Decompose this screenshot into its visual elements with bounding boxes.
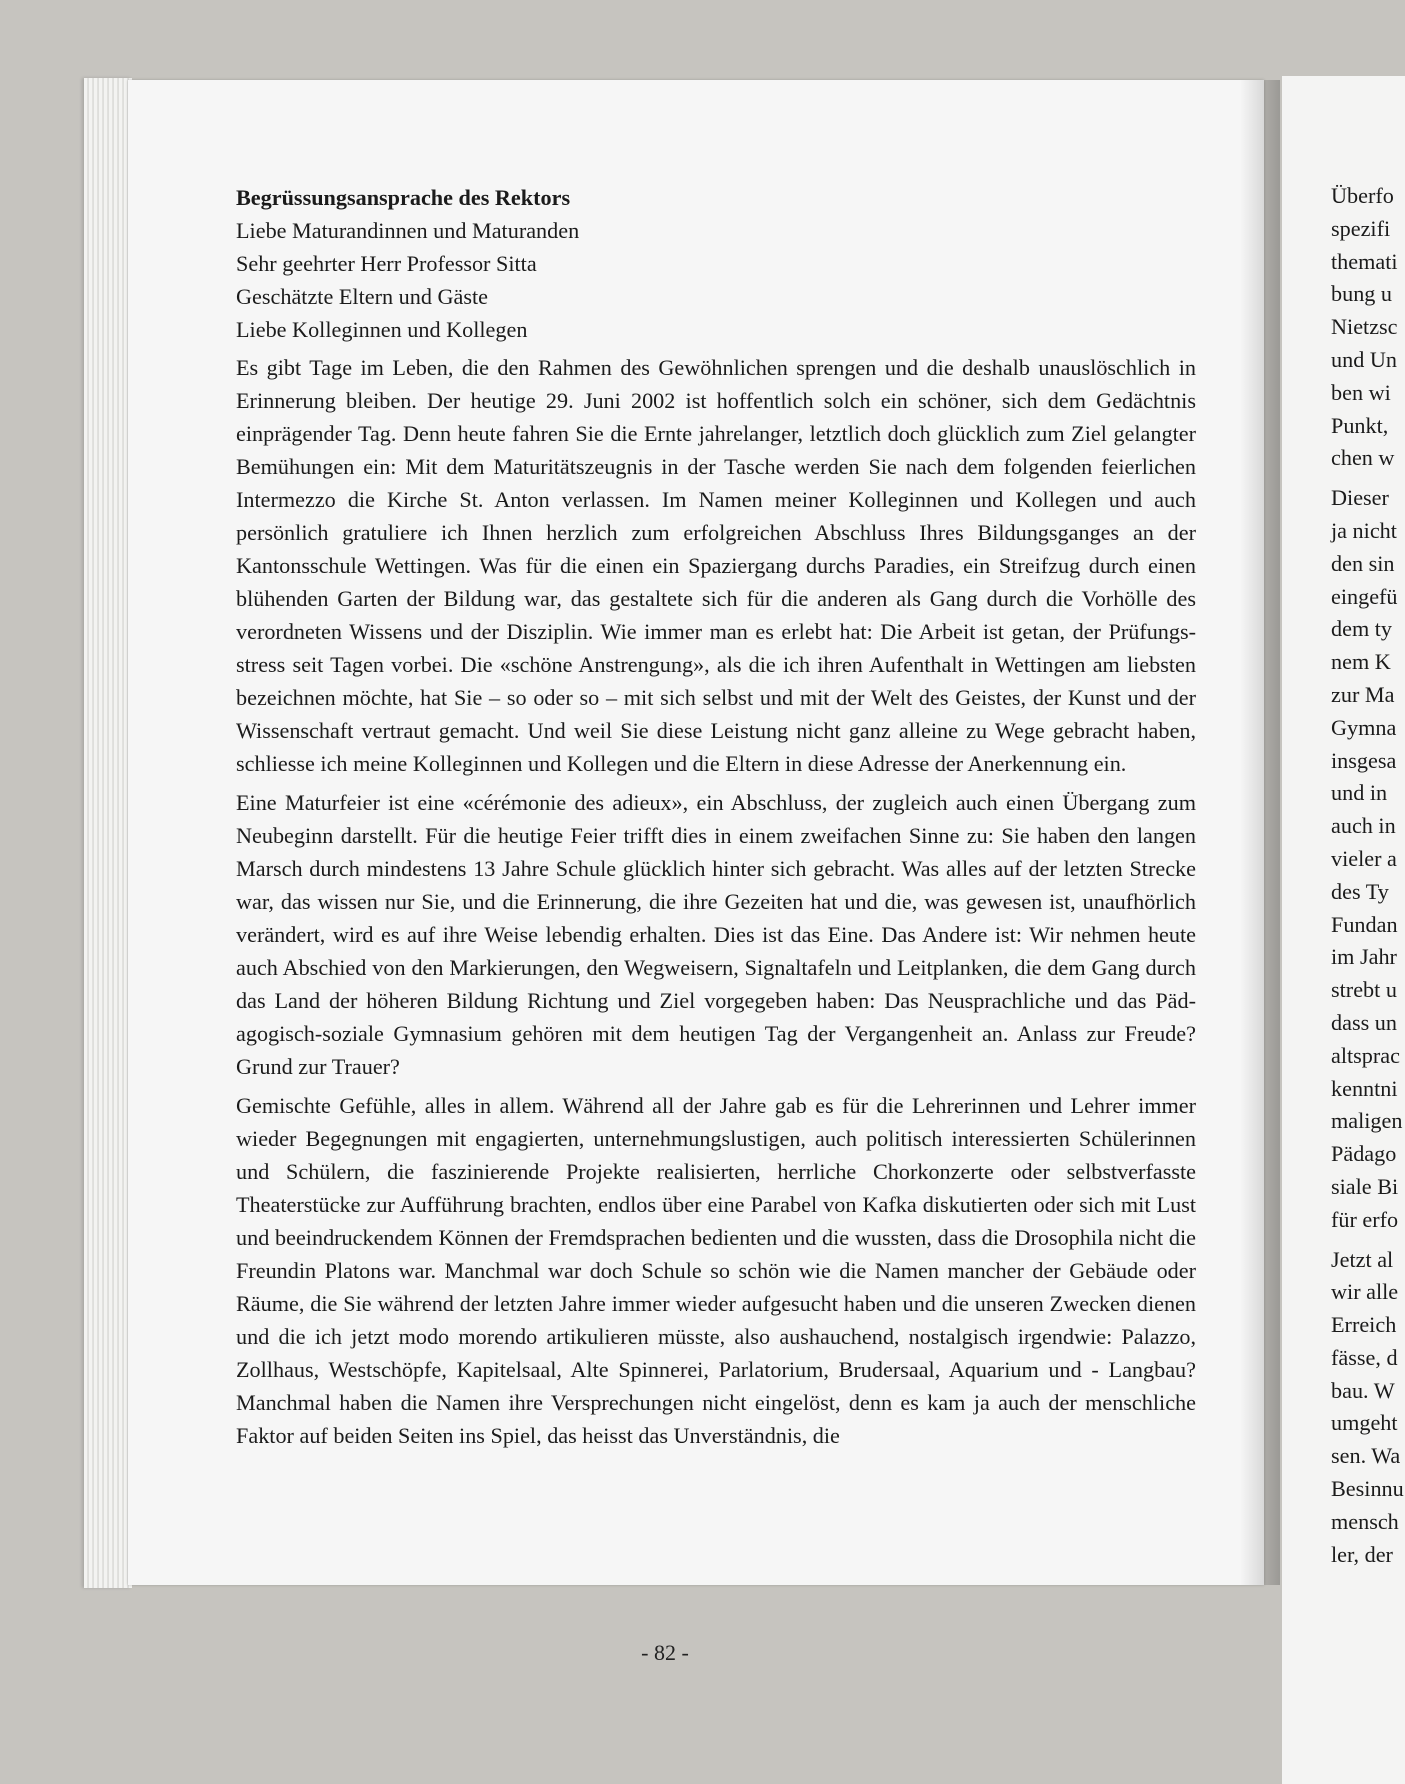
right-page-line: Punkt, — [1331, 412, 1389, 438]
right-page-line: maligen — [1331, 1108, 1403, 1134]
right-page-text — [1331, 180, 1405, 1571]
right-page-line: sen. Wa — [1331, 1443, 1401, 1469]
right-page-line: Nietzsc — [1331, 314, 1398, 340]
right-page-line: des Ty — [1331, 878, 1389, 904]
page-heading: Begrüssungsansprache des Rektors — [236, 185, 571, 210]
right-page-line: bau. W — [1331, 1377, 1395, 1403]
right-page-line: Pädago — [1331, 1141, 1397, 1167]
right-page-line: umgeht — [1331, 1410, 1398, 1436]
right-page-line: zur Ma — [1331, 681, 1395, 707]
right-page-line: strebt u — [1331, 977, 1397, 1003]
page-number: - 82 - — [641, 1640, 689, 1665]
right-page-line: altsprac — [1331, 1042, 1400, 1068]
right-page-line: vieler a — [1331, 845, 1397, 871]
salutation-list — [236, 214, 1196, 346]
right-page-line: bung u — [1331, 281, 1393, 307]
right-page-line: insgesa — [1331, 747, 1397, 773]
right-page-line: ben wi — [1331, 379, 1391, 405]
salutation-line: Liebe Maturandinnen und Maturanden — [236, 218, 580, 243]
right-page-line: siale Bi — [1331, 1173, 1399, 1199]
right-page-line: eingefü — [1331, 583, 1398, 609]
body-paragraph: Eine Maturfeier ist eine «cérémonie des adieux», ein Abschluss, der zugleich auch einen Übergang zum Neubeginn darstellt. Für die heutige Feier trifft dies in einem zweifachen Sinne zu: Sie haben den langen Marsch durch mindestens 13 Jahre Schule glücklich hinter sich gebracht. Was alles auf der letzten Strecke war, das wissen nur Sie, und die Erinnerung, die ihre Gezeiten hat und die, was gewesen ist, unaufhörlich verändert, wird es auf ihre Weise lebendig erhalten. Dies ist das Eine. Das Andere ist: Wir nehmen heute auch Abschied von den Markierungen, den Wegweisern, Signaltafeln und Leitplanken, die dem Gang durch das Land der höheren Bildung Richtung und Ziel vorgegeben haben: Das Neusprachliche und das Pädagogisch-soziale Gymnasium gehören mit dem heutigen Tag der Vergangenheit an. Anlass zur Freude? Grund zur Trauer? — [236, 790, 1196, 1079]
right-page-line: ler, der — [1331, 1541, 1393, 1567]
right-page-line: wir alle — [1331, 1279, 1399, 1305]
right-page-line: themati — [1331, 248, 1398, 274]
right-page-line: nem K — [1331, 649, 1391, 675]
right-page-line: chen w — [1331, 445, 1395, 471]
salutation-line: Liebe Kolleginnen und Kollegen — [236, 317, 528, 342]
salutation-line: Sehr geehrter Herr Professor Sitta — [236, 251, 537, 276]
speech-text — [236, 181, 1196, 1452]
right-page-line: und in — [1331, 780, 1388, 806]
right-page-line: mensch — [1331, 1508, 1399, 1534]
right-page-line: auch in — [1331, 813, 1396, 839]
right-page-line: Besinnu — [1331, 1476, 1404, 1502]
right-page-line: kenntni — [1331, 1075, 1398, 1101]
right-page-line: im Jahr — [1331, 944, 1397, 970]
right-page-line: Erreich — [1331, 1312, 1397, 1338]
right-page-line: Dieser — [1331, 485, 1389, 511]
salutation-line: Geschätzte Eltern und Gäste — [236, 284, 488, 309]
body-paragraph: Es gibt Tage im Leben, die den Rahmen des Gewöhnlichen sprengen und die deshalb unauslöschlich in Erinnerung bleiben. Der heutige 29. Juni 2002 ist hoffentlich solch ein schöner, sich dem Gedächtnis einprägender Tag. Denn heute fahren Sie die Ernte jahrelanger, letztlich doch glücklich zum Ziel gelangter Bemühungen ein: Mit dem Maturitätszeugnis in der Tasche werden Sie nach dem folgenden feierlichen Intermezzo die Kirche St. Anton verlassen. Im Namen meiner Kolleginnen und Kollegen und auch persönlich gratuliere ich Ihnen herzlich zum erfolgreichen Abschluss Ihres Bildungsganges an der Kantonsschule Wettingen. Was für die einen ein Spaziergang durchs Paradies, ein Streifzug durch einen blühenden Garten der Bildung war, das gestaltete sich für die anderen als Gang durch die Vorhölle des verordneten Wissens und der Disziplin. Wie immer man es erlebt hat: Die Arbeit ist getan, der Prüfungsstress seit Tagen vorbei. Die «schöne Anstrengung», als die ich ihren Aufenthalt in Wettingen am liebsten bezeichnen möchte, hat Sie – so oder so – mit sich selbst und mit der Welt des Geistes, der Kunst und der Wissenschaft vertraut gemacht. Und weil Sie diese Leistung nicht ganz alleine zu Wege gebracht haben, schliesse ich meine Kolleginnen und Kollegen und die Eltern in diese Adresse der Anerkennung ein. — [236, 355, 1196, 776]
paragraph-gap — [1331, 1237, 1405, 1244]
right-page-line: und Un — [1331, 346, 1397, 372]
right-page-line: ja nicht — [1331, 517, 1397, 543]
right-page-line: fässe, d — [1331, 1344, 1398, 1370]
book-page-edges — [84, 78, 132, 1588]
right-page-line: Jetzt al — [1331, 1246, 1394, 1272]
right-page-line: für erfo — [1331, 1206, 1399, 1232]
right-page-line: Fundan — [1331, 911, 1398, 937]
right-page-line: dass un — [1331, 1009, 1397, 1035]
right-page-line: spezifi — [1331, 215, 1391, 241]
right-page-line: den sin — [1331, 550, 1395, 576]
paragraph-gap — [1331, 475, 1405, 482]
book-gutter — [1240, 80, 1280, 1585]
right-page-line: Gymna — [1331, 714, 1397, 740]
right-page-line: dem ty — [1331, 616, 1393, 642]
body-paragraph: Gemischte Gefühle, alles in allem. Während all der Jahre gab es für die Lehrerinnen und Lehrer immer wieder Begegnungen mit engagierten, unternehmungslustigen, auch politisch interessierten Schülerinnen und Schülern, die faszinierende Projekte realisierten, herrliche Chorkonzerte oder selbstverfasste Theaterstücke zur Aufführung brachten, endlos über eine Parabel von Kafka diskutierten oder sich mit Lust und beeindruckendem Können der Fremdsprachen bedienten und die wussten, dass die Drosophila nicht die Freundin Platons war. Manchmal war doch Schule so schön wie die Namen mancher der Gebäude oder Räume, die Sie während der letzten Jahre immer wieder aufgesucht haben und die unseren Zwecken dienen und die ich jetzt modo morendo artikulieren müsste, also aushauchend, nostalgisch irgendwie: Palazzo, Zollhaus, Westschöpfe, Kapitelsaal, Alte Spinnerei, Parlatorium, Brudersaal, Aquarium und - Langbau? Manchmal haben die Namen ihre Versprechungen nicht eingelöst, denn es kam ja auch der menschliche Faktor auf beiden Seiten ins Spiel, das heisst das Unverständnis, die — [236, 1093, 1196, 1448]
right-page-line: Überfo — [1331, 183, 1394, 208]
